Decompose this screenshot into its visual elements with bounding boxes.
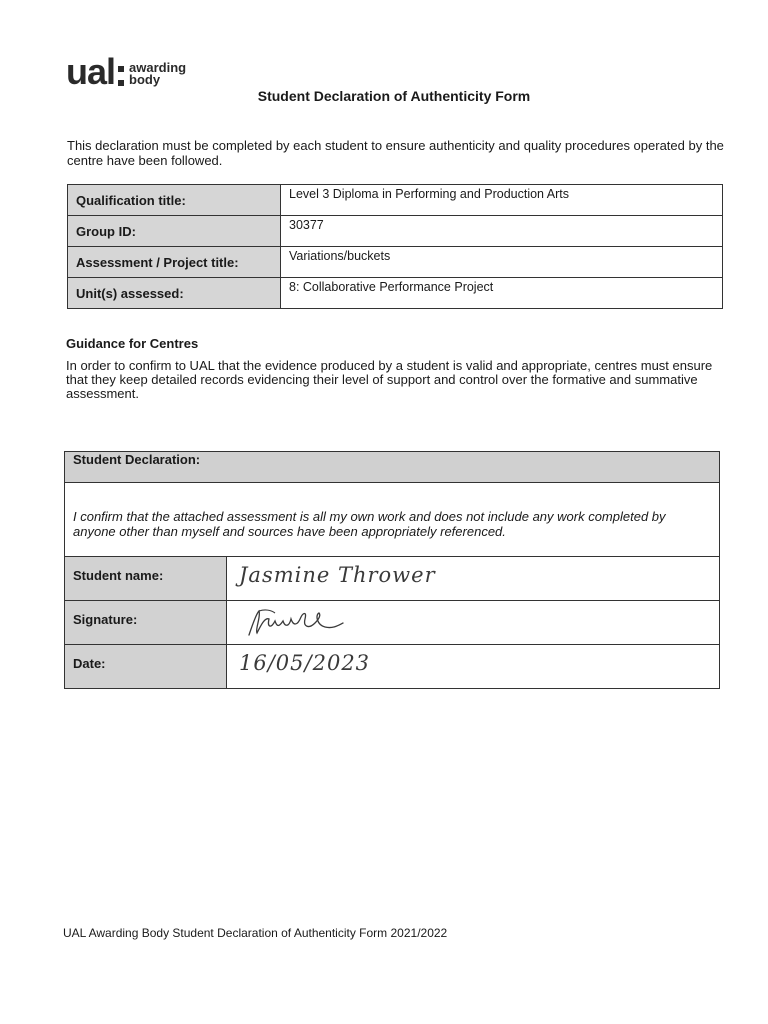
details-label: Assessment / Project title: <box>68 247 281 278</box>
student-name-row <box>65 557 719 601</box>
details-value: Variations/buckets <box>281 247 723 278</box>
date-label: Date: <box>65 645 227 688</box>
details-value: 8: Collaborative Performance Project <box>281 278 723 309</box>
details-label: Group ID: <box>68 216 281 247</box>
ual-logo <box>66 51 187 92</box>
details-row <box>68 247 723 278</box>
student-declaration-table <box>64 451 720 689</box>
handwritten-signature-icon <box>245 605 355 641</box>
declaration-statement: I confirm that the attached assessment is all my own work and does not include any work completed by anyone other than myself and sources have been appropriately referenced. <box>65 483 719 557</box>
declaration-heading: Student Declaration: <box>65 452 719 483</box>
logo-line1: awarding <box>129 60 187 75</box>
details-value: 30377 <box>281 216 723 247</box>
logo-colon-icon <box>118 66 124 86</box>
signature-label: Signature: <box>65 601 227 644</box>
date-row <box>65 645 719 688</box>
date-field[interactable] <box>227 645 719 688</box>
signature-row <box>65 601 719 645</box>
logo-mark: ual <box>66 51 116 92</box>
intro-text: This declaration must be completed by each student to ensure authenticity and quality procedures operated by the centre have been followed. <box>67 138 724 168</box>
details-table <box>67 184 723 309</box>
student-name-label: Student name: <box>65 557 227 600</box>
details-label: Unit(s) assessed: <box>68 278 281 309</box>
page-footer: UAL Awarding Body Student Declaration of Authenticity Form 2021/2022 <box>63 926 448 940</box>
details-value: Level 3 Diploma in Performing and Production Arts <box>281 185 723 216</box>
student-name-value: Jasmine Thrower <box>239 563 436 587</box>
logo-words <box>129 62 186 86</box>
guidance-heading: Guidance for Centres <box>66 336 199 351</box>
form-title: Student Declaration of Authenticity Form <box>257 88 531 104</box>
logo-line2: body <box>129 72 161 87</box>
details-row <box>68 216 723 247</box>
details-label: Qualification title: <box>68 185 281 216</box>
details-row <box>68 278 723 309</box>
date-value: 16/05/2023 <box>239 651 371 675</box>
details-row <box>68 185 723 216</box>
guidance-text: In order to confirm to UAL that the evidence produced by a student is valid and appropriate, centres must ensure that they keep detailed records evidencing their level of support and control over the formative and summative assessment. <box>66 358 713 401</box>
signature-field[interactable] <box>227 601 719 644</box>
student-name-field[interactable] <box>227 557 719 600</box>
